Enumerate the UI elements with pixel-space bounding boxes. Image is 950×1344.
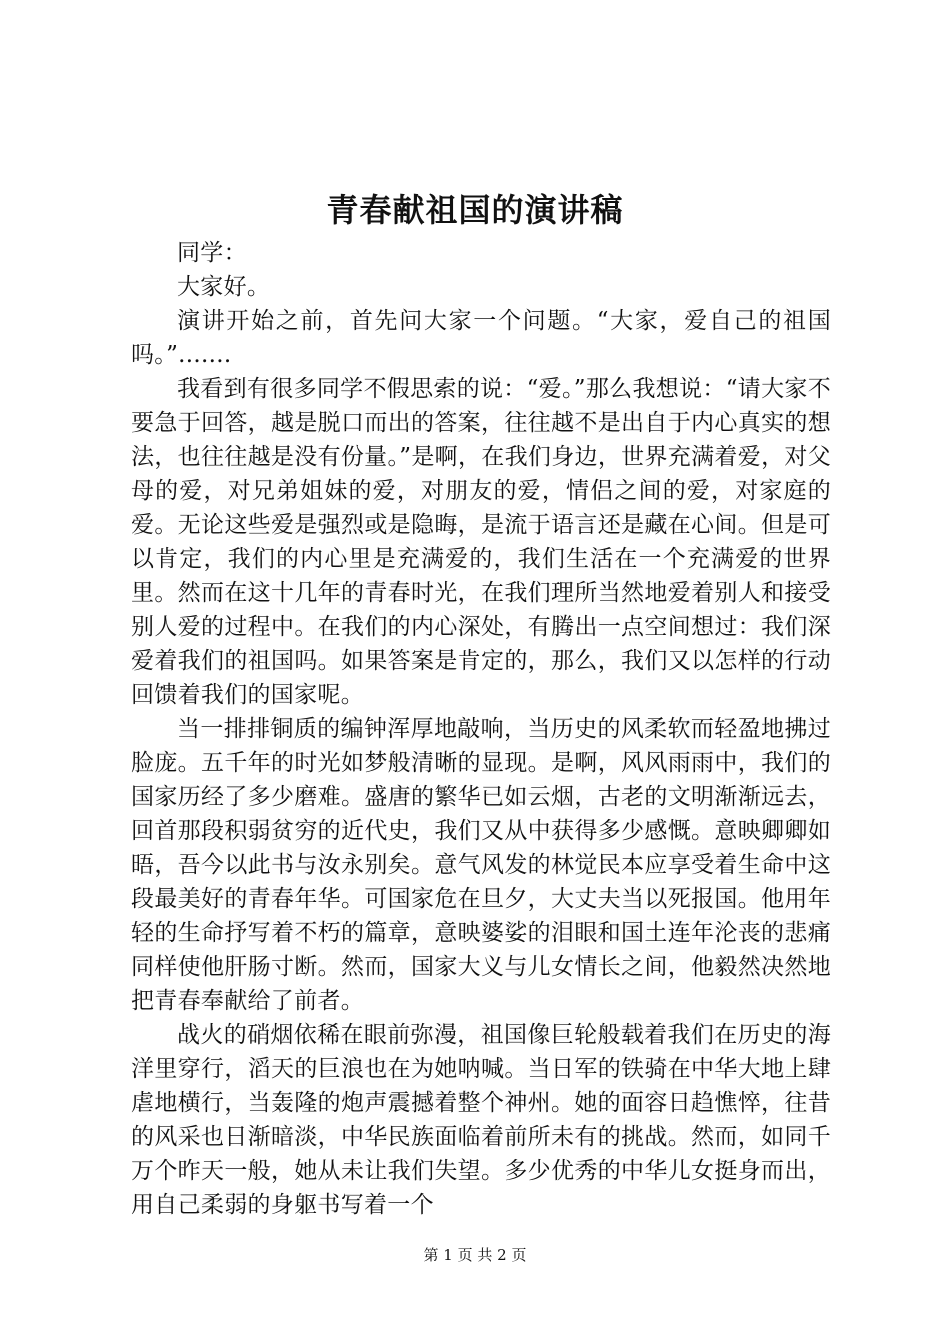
paragraph: 当一排排铜质的编钟浑厚地敲响，当历史的风柔软而轻盈地拂过脸庞。五千年的时光如梦般清晰的显现。是啊，风风雨雨中，我们的国家历经了多少磨难。盛唐的繁华已如云烟，古老的文明渐渐远去，回首那段积弱贫穷的近代史，我们又从中获得多少感慨。意映卿卿如晤，吾今以此书与汝永别矣。意气风发的林觉民本应享受着生命中这段最美好的青春年华。可国家危在旦夕，大丈夫当以死报国。他用年轻的生命抒写着不朽的篇章，意映婆娑的泪眼和国土连年沦丧的悲痛同样使他肝肠寸断。然而，国家大义与儿女情长之间，他毅然决然地把青春奉献给了前者。 [131,716,831,1014]
paragraph-salutation: 同学： [177,240,247,266]
paragraph: 我看到有很多同学不假思索的说：“爱。”那么我想说：“请大家不要急于回答，越是脱口而出的答案，往往越不是出自于内心真实的想法，也往往越是没有份量。”是啊，在我们身边，世界充满着爱，对父母的爱，对兄弟姐妹的爱，对朋友的爱，情侣之间的爱，对家庭的爱。无论这些爱是强烈或是隐晦，是流于语言还是藏在心间。但是可以肯定，我们的内心里是充满爱的，我们生活在一个充满爱的世界里。然而在这十几年的青春时光，在我们理所当然地爱着别人和接受别人爱的过程中。在我们的内心深处，有腾出一点空间想过：我们深爱着我们的祖国吗。如果答案是肯定的，那么，我们又以怎样的行动回馈着我们的国家呢。 [131,376,831,708]
paragraph: 战火的硝烟依稀在眼前弥漫，祖国像巨轮般载着我们在历史的海洋里穿行，滔天的巨浪也在为她呐喊。当日军的铁骑在中华大地上肆虐地横行，当轰隆的炮声震撼着整个神州。她的面容日趋憔悴，往昔的风采也日渐暗淡，中华民族面临着前所未有的挑战。然而，如同千万个昨天一般，她从未让我们失望。多少优秀的中华儿女挺身而出，用自己柔弱的身躯书写着一个 [131,1022,831,1218]
paragraph-greeting: 大家好。 [177,274,271,300]
paragraph: 演讲开始之前，首先问大家一个问题。“大家，爱自己的祖国吗。”....... [131,308,831,368]
document-body [131,236,831,1222]
document-title: 青春献祖国的演讲稿 [326,191,624,229]
page-number-footer: 第 1 页 共 2 页 [423,1246,527,1264]
